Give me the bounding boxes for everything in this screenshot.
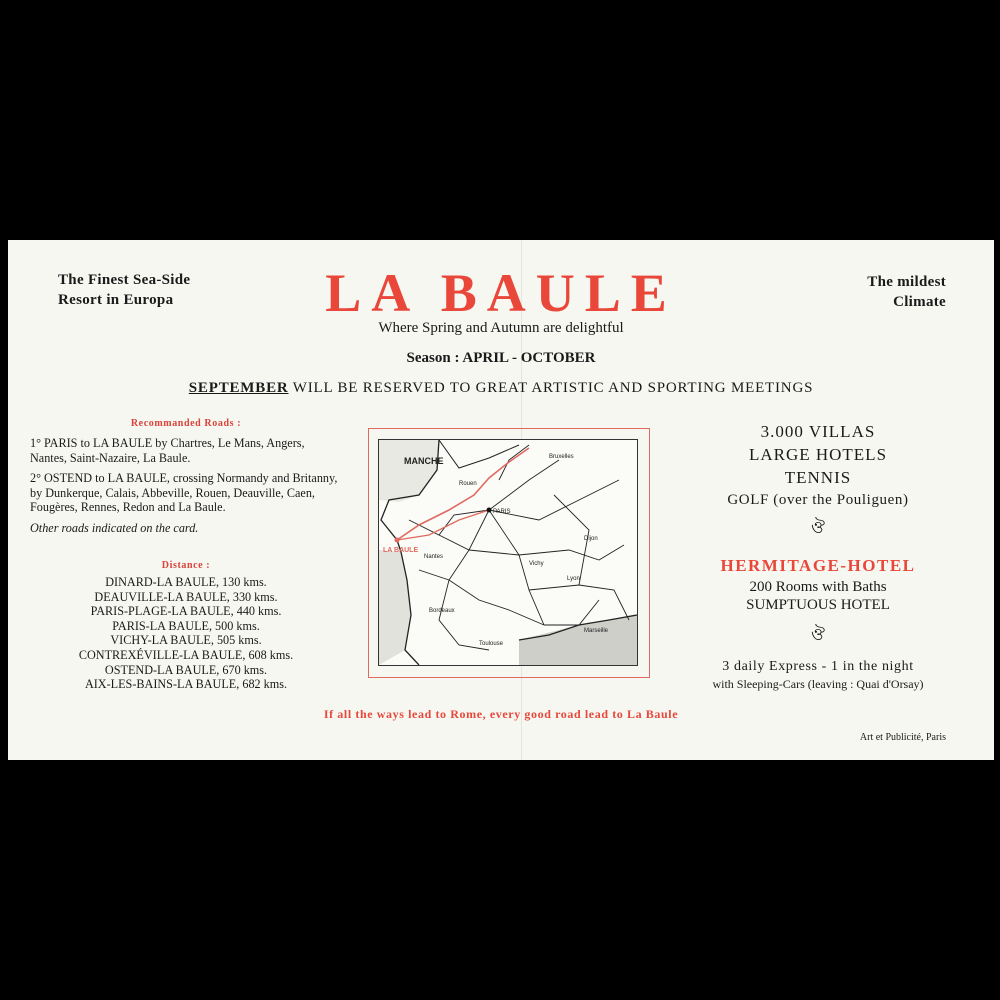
amenity-line: TENNIS: [784, 468, 852, 487]
road-item: [30, 436, 342, 465]
channel-sea-shape: [379, 440, 439, 502]
distance-item: DINARD-LA BAULE, 130 kms.: [105, 575, 267, 589]
distance-item: VICHY-LA BAULE, 505 kms.: [110, 633, 262, 648]
map-sea-label: MANCHE: [404, 456, 444, 466]
la-baule-dot: [395, 538, 400, 543]
season-label: Season :: [406, 350, 463, 366]
brochure-sheet: [8, 240, 994, 760]
distance-item: CONTREXÉVILLE-LA BAULE, 608 kms.: [78, 647, 294, 662]
distance-item: PARIS-LA BAULE, 500 kms.: [112, 618, 260, 633]
map-city-label: Bordeaux: [429, 608, 455, 614]
printer-credit: Art et Publicité, Paris: [859, 732, 946, 743]
road-item: [30, 471, 342, 515]
atlantic-sea-shape: [379, 550, 411, 665]
map-city-label: Toulouse: [479, 641, 504, 647]
road-text: PARIS to LA BAULE by Chartres, Le Mans, Angers, Nantes, Saint-Nazaire, La Baule.: [30, 436, 305, 465]
france-map-svg: [379, 440, 637, 665]
map-start-label: LA BAULE: [383, 547, 419, 554]
map-city-label: Nantes: [424, 554, 444, 560]
paris-dot: [487, 508, 492, 513]
map-city-label: Vichy: [529, 561, 544, 567]
map-city-label: PARIS: [493, 509, 511, 515]
amenity-line: LARGE HOTELS: [748, 445, 888, 464]
left-tagline-line: The Finest Sea-Side: [58, 272, 191, 288]
distance-heading: Distance :: [161, 560, 211, 571]
amenity-line: 3.000 VILLAS: [760, 422, 876, 441]
hotel-description: SUMPTUOUS HOTEL: [746, 597, 890, 613]
distance-item: DEAUVILLE-LA BAULE, 330 kms.: [94, 589, 278, 604]
route-map-frame: [368, 428, 650, 678]
distance-item: OSTEND-LA BAULE, 670 kms.: [104, 662, 268, 677]
road-network: [409, 445, 629, 650]
amenities-list: [668, 420, 968, 489]
footer-slogan: If all the ways lead to Rome, every good road lead to La Baule: [323, 707, 679, 721]
hotel-rooms: 200 Rooms with Baths: [749, 579, 887, 595]
distance-item: PARIS-PLAGE-LA BAULE, 440 kms.: [90, 604, 282, 619]
roads-list: [30, 436, 342, 541]
september-line: [8, 380, 994, 397]
right-tagline-line: The mildest: [867, 274, 946, 290]
subtitle: Where Spring and Autumn are delightful: [378, 320, 624, 336]
red-route-line-paris: [397, 510, 489, 540]
express-sub: with Sleeping-Cars (leaving : Quai d'Orsay): [712, 677, 924, 691]
map-city-label: Bruxelles: [549, 454, 574, 460]
road-index: 1°: [30, 436, 41, 450]
mediterranean-sea-shape: [519, 615, 637, 665]
left-tagline-line: Resort in Europa: [58, 292, 174, 308]
road-index: 2°: [30, 471, 41, 485]
distance-item: AIX-LES-BAINS-LA BAULE, 682 kms.: [84, 677, 288, 692]
season-value: APRIL - OCTOBER: [462, 350, 596, 366]
map-city-label: Marseille: [584, 628, 609, 634]
route-map: [378, 439, 638, 666]
map-city-label: Lyon: [567, 576, 580, 582]
ornament-icon: ঔ: [811, 625, 825, 644]
distance-list: [30, 575, 342, 692]
roads-heading: Recommanded Roads :: [130, 418, 242, 429]
hotel-name: HERMITAGE-HOTEL: [720, 556, 916, 575]
map-city-label: Dijon: [584, 536, 598, 542]
road-text: OSTEND to LA BAULE, crossing Normandy and Britanny, by Dunkerque, Calais, Abbeville, Rouen, Deauville, Caen, Fougères, Rennes, Redon and La Baule.: [30, 471, 338, 514]
map-city-label: Rouen: [459, 481, 477, 487]
hotel-details: [668, 578, 968, 614]
ornament-icon: ঔ: [811, 518, 825, 537]
express-main: 3 daily Express - 1 in the night: [722, 659, 914, 674]
right-tagline-line: Climate: [893, 294, 946, 310]
other-roads-note: Other roads indicated on the card.: [30, 520, 199, 535]
season-line: [8, 350, 994, 367]
september-rest: WILL BE RESERVED TO GREAT ARTISTIC AND SPORTING MEETINGS: [288, 380, 814, 396]
september-word: SEPTEMBER: [188, 380, 289, 396]
golf-line: GOLF (over the Pouliguen): [727, 492, 909, 508]
page-title: LA BAULE: [325, 263, 677, 323]
